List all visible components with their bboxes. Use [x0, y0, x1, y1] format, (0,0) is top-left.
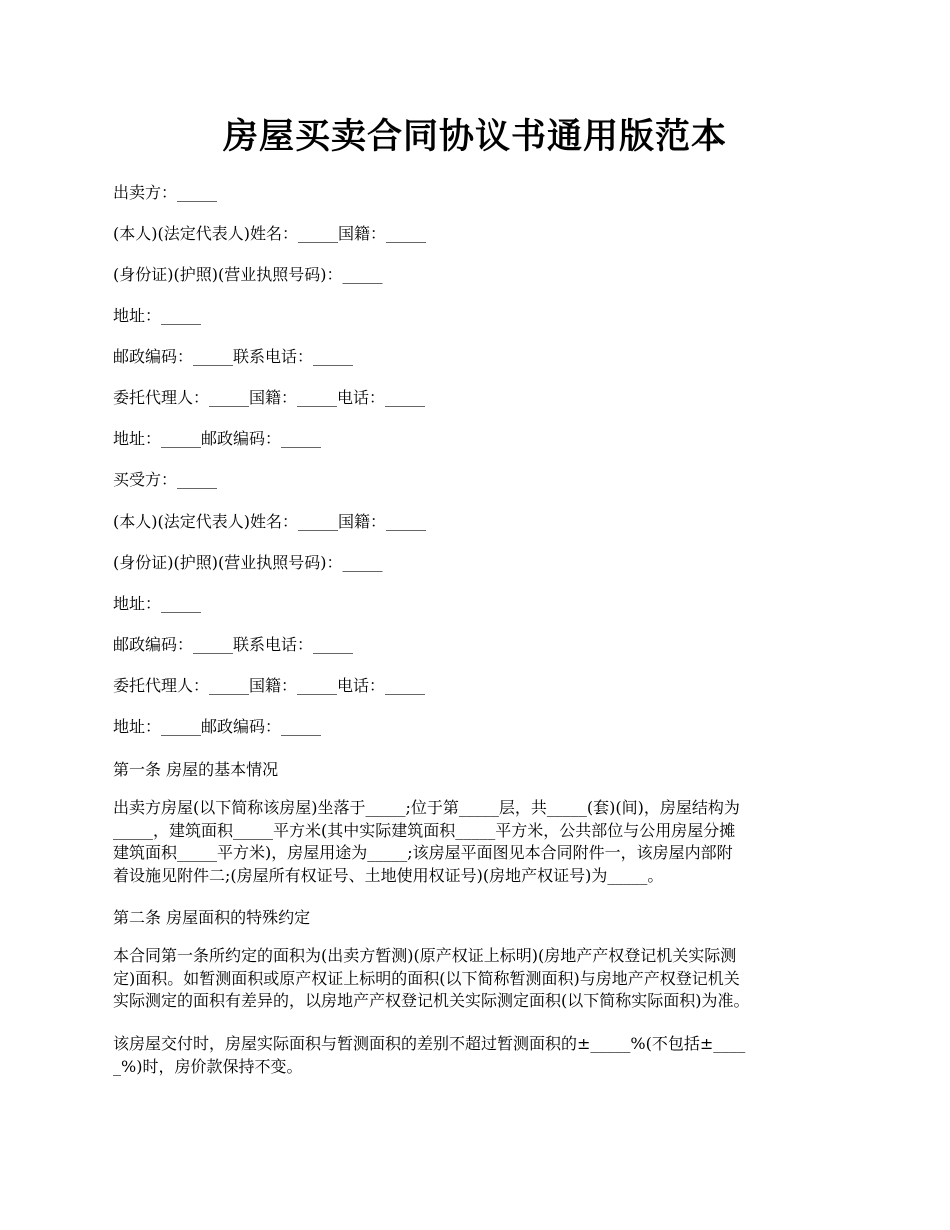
paragraph-line: 实际测定的面积有差异的，以房地产产权登记机关实际测定面积(以下简称实际面积)为准。 [113, 991, 750, 1010]
buyer-agent-address-line: 地址：_____邮政编码：_____ [113, 717, 322, 736]
buyer-id-line: (身份证)(护照)(营业执照号码)：_____ [113, 553, 383, 572]
article-2-paragraph-1 [113, 945, 843, 1013]
paragraph-line: 定)面积。如暂测面积或原产权证上标明的面积(以下简称暂测面积)与房地产产权登记机关 [113, 968, 740, 988]
paragraph-line: 该房屋交付时，房屋实际面积与暂测面积的差别不超过暂测面积的±_____%(不包括±____ [113, 1034, 746, 1053]
paragraph-line: _%)时，房价款保持不变。 [113, 1056, 303, 1076]
paragraph-line: 出卖方房屋(以下简称该房屋)坐落于_____;位于第_____层，共_____(套)(间)，房屋结构为 [113, 798, 740, 817]
seller-postcode-phone-line: 邮政编码：_____联系电话：_____ [113, 347, 354, 366]
buyer-agent-line: 委托代理人：_____国籍：_____电话：_____ [113, 676, 426, 695]
article-2-heading: 第二条 房屋面积的特殊约定 [113, 908, 311, 927]
document-title: 房屋买卖合同协议书通用版范本 [222, 116, 727, 157]
seller-agent-address-line: 地址：_____邮政编码：_____ [113, 429, 322, 448]
seller-agent-line: 委托代理人：_____国籍：_____电话：_____ [113, 388, 426, 407]
article-2-paragraph-2 [113, 1033, 843, 1078]
seller-representative-line: (本人)(法定代表人)姓名：_____国籍：_____ [113, 224, 426, 243]
buyer-representative-line: (本人)(法定代表人)姓名：_____国籍：_____ [113, 512, 426, 531]
buyer-address-line: 地址：_____ [113, 594, 202, 613]
article-1-paragraph [113, 797, 843, 887]
paragraph-line: 着设施见附件二;(房屋所有权证号、土地使用权证号)(房地产权证号)为_____。 [113, 865, 664, 885]
article-1-heading: 第一条 房屋的基本情况 [113, 760, 279, 779]
paragraph-line: 本合同第一条所约定的面积为(出卖方暂测)(原产权证上标明)(房地产产权登记机关实际测 [113, 946, 737, 965]
buyer-postcode-phone-line: 邮政编码：_____联系电话：_____ [113, 635, 354, 654]
paragraph-line: _____，建筑面积_____平方米(其中实际建筑面积_____平方米，公共部位与公用房屋分摊 [113, 820, 736, 840]
seller-name-line: 出卖方：_____ [113, 183, 218, 202]
seller-address-line: 地址：_____ [113, 306, 202, 325]
paragraph-line: 建筑面积_____平方米)，房屋用途为_____;该房屋平面图见本合同附件一，该房屋内部附 [113, 843, 733, 862]
buyer-name-line: 买受方：_____ [113, 470, 218, 489]
seller-id-line: (身份证)(护照)(营业执照号码)：_____ [113, 265, 383, 284]
